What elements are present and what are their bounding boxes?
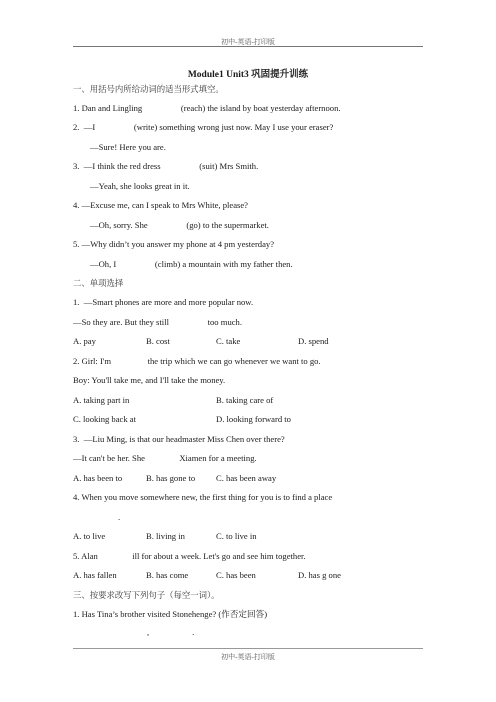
part2-q1-option-d: D. spend bbox=[298, 336, 329, 346]
part2-q5-option-b: B. has come bbox=[146, 570, 189, 580]
part2-q2-option-b: B. taking care of bbox=[216, 395, 274, 405]
document-title: Module1 Unit3 巩固提升训练 bbox=[187, 70, 309, 80]
part2-q4-option-a: A. to live bbox=[73, 531, 106, 541]
footer-divider bbox=[73, 648, 423, 649]
part1-q5: 5. —Why didn’t you answer my phone at 4 pm yesterday? bbox=[73, 239, 275, 249]
part2-q4: 4. When you move somewhere new, the first thing for you is to find a place bbox=[73, 492, 333, 502]
part2-q2-option-c: C. looking back at bbox=[73, 414, 137, 424]
part3-q1: 1. Has Tina’s brother visited Stonehenge? (作否定回答) bbox=[73, 609, 268, 619]
part2-q3-option-a: A. has been to bbox=[73, 473, 123, 483]
section-1-heading: 一、用括号内所给动词的适当形式填空。 bbox=[73, 84, 224, 94]
part2-q5-option-d: D. has g one bbox=[298, 570, 341, 580]
part1-q2: 2. —I (write) something wrong just now. May I use your eraser? bbox=[73, 122, 334, 132]
part2-q5-option-c: C. has been bbox=[216, 570, 256, 580]
part1-q5-answer: —Oh, I (climb) a mountain with my father then. bbox=[90, 259, 293, 269]
part2-q5: 5. Alan ill for about a week. Let's go and see him together. bbox=[73, 551, 306, 561]
part2-q4-blank: . bbox=[118, 512, 121, 522]
header-divider bbox=[73, 46, 423, 47]
section-2-heading: 二、单项选择 bbox=[73, 278, 124, 288]
part1-q4-answer: —Oh, sorry. She (go) to the supermarket. bbox=[90, 220, 269, 230]
part2-q1-reply: —So they are. But they still too much. bbox=[73, 317, 242, 327]
part2-q4-option-b: B. living in bbox=[146, 531, 185, 541]
part2-q5-option-a: A. has fallen bbox=[73, 570, 117, 580]
part2-q4-option-c: C. to live in bbox=[216, 531, 257, 541]
part2-q1-option-a: A. pay bbox=[73, 336, 96, 346]
part2-q3-option-b: B. has gone to bbox=[146, 473, 196, 483]
part1-q1: 1. Dan and Lingling (reach) the island by boat yesterday afternoon. bbox=[73, 103, 341, 113]
part2-q1: 1. —Smart phones are more and more popular now. bbox=[73, 297, 254, 307]
part2-q2-option-a: A. taking part in bbox=[73, 395, 130, 405]
part2-q3-option-c: C. has been away bbox=[216, 473, 277, 483]
part1-q3-answer: —Yeah, she looks great in it. bbox=[90, 181, 190, 191]
part3-q1-blank: , . bbox=[147, 627, 195, 637]
part1-q3: 3. —I think the red dress (suit) Mrs Smith. bbox=[73, 161, 259, 171]
part2-q2-reply: Boy: You'll take me, and I'll take the money. bbox=[73, 375, 226, 385]
part2-q1-option-b: B. cost bbox=[146, 336, 170, 346]
part1-q4: 4. —Excuse me, can I speak to Mrs White, please? bbox=[73, 200, 249, 210]
part1-q2-answer: —Sure! Here you are. bbox=[90, 142, 166, 152]
page-footer: 初中-英语-打印版 bbox=[221, 653, 275, 661]
part2-q2-option-d: D. looking forward to bbox=[216, 414, 291, 424]
part2-q3: 3. —Liu Ming, is that our headmaster Miss Chen over there? bbox=[73, 434, 285, 444]
part2-q3-reply: —It can't be her. She Xiamen for a meeting. bbox=[73, 453, 257, 463]
section-3-heading: 三、按要求改写下列句子（每空一词）。 bbox=[73, 590, 220, 600]
part2-q1-option-c: C. take bbox=[216, 336, 241, 346]
page-header: 初中-英语-打印版 bbox=[221, 38, 275, 46]
part2-q2: 2. Girl: I'm the trip which we can go whenever we want to go. bbox=[73, 356, 321, 366]
